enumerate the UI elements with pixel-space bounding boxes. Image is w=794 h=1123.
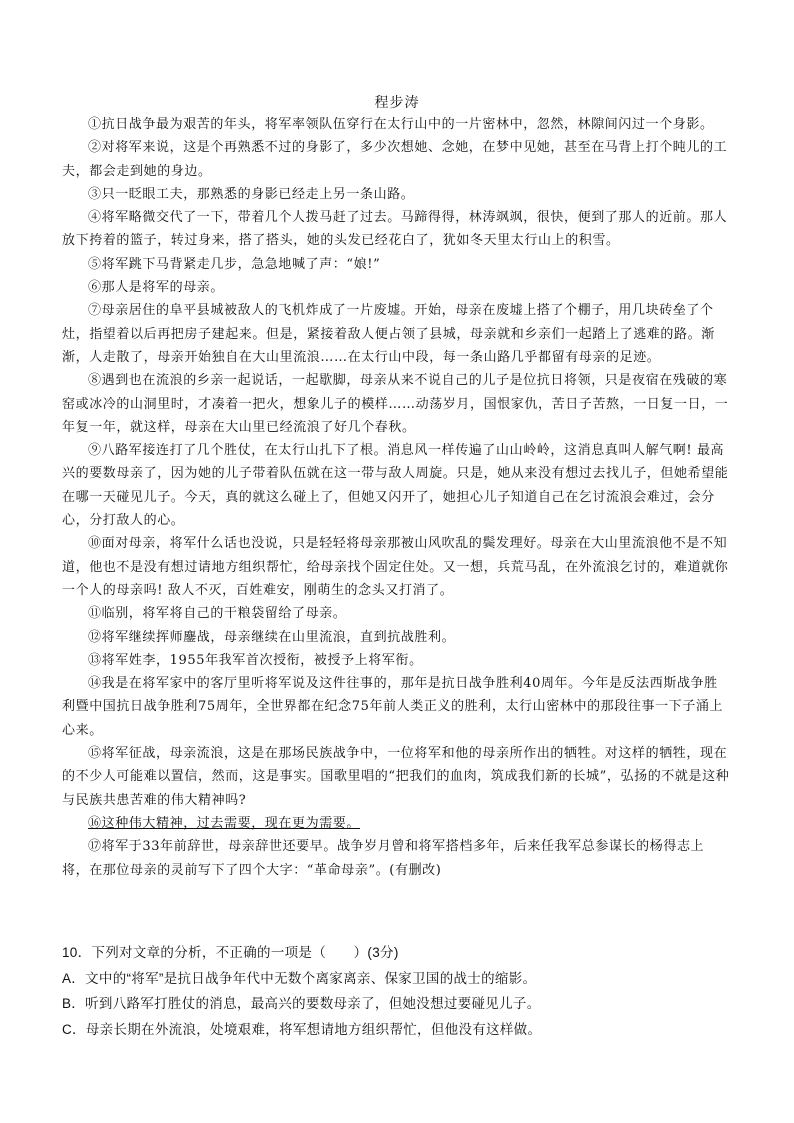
paragraph-4: ④将军略微交代了一下，带着几个人拨马赶了过去。马蹄得得，林涛飒飒，很快，便到了那人的近前。那人放下挎着的篮子，转过身来，搭了搭头，她的头发已经花白了，犹如冬天里太行山上的积雪。 <box>62 210 728 249</box>
paragraph-13: ⑬将军姓李，1955年我军首次授衔，被授予上将军衔。 <box>88 652 423 668</box>
question-stem: 10．下列对文章的分析，不正确的一项是（ ）(3分) <box>62 945 399 960</box>
underlined-sentence: ⑯这种伟大精神，过去需要，现在更为需要。 <box>88 815 361 831</box>
paragraph-2: ②对将军来说，这是个再熟悉不过的身影了，多少次想她、念她，在梦中见她，甚至在马背上打个盹儿的工夫，都会走到她的身边。 <box>62 140 728 179</box>
option-b: B．听到八路军打胜仗的消息，最高兴的要数母亲了，但她没想过要碰见儿子。 <box>62 996 541 1011</box>
option-a: A．文中的“将军”是抗日战争年代中无数个离家离亲、保家卫国的战士的缩影。 <box>62 970 537 986</box>
paragraph-12: ⑫将军继续挥师鏖战，母亲继续在山里流浪，直到抗战胜利。 <box>88 629 456 645</box>
paragraph-3: ③只一眨眼工夫，那熟悉的身影已经走上另一条山路。 <box>88 186 415 202</box>
paragraph-10: ⑩面对母亲，将军什么话也没说，只是轻轻将母亲那被山风吹乱的鬓发理好。母亲在大山里流浪他不是不知道，他也不是没有想过请地方组织帮忙，给母亲找个固定住处。又一想，兵荒马乱，在外流浪乞讨的，难道就你一个人的母亲吗! 敌人不灭，百姓难安，刚萌生的念头又打消了。 <box>62 536 729 598</box>
paragraph-5: ⑤将军跳下马背紧走几步，急急地喊了声：“娘!” <box>88 256 381 272</box>
paragraph-15: ⑮将军征战，母亲流浪，这是在那场民族战争中，一位将军和他的母亲所作出的牺牲。对这样的牺牲，现在的不少人可能难以置信，然而，这是事实。国歌里唱的“把我们的血肉，筑成我们新的长城”，弘扬的不就是这种与民族共患苦难的伟大精神吗? <box>62 746 730 808</box>
paragraph-17: ⑰将军于33年前辞世，母亲辞世还要早。战争岁月曾和将军搭档多年，后来任我军总参谋长的杨得志上将，在那位母亲的灵前写下了四个大字：“革命母亲”。(有删改) <box>62 839 705 878</box>
paragraph-9: ⑨八路军接连打了几个胜仗，在太行山扎下了根。消息风一样传遍了山山岭岭，这消息真叫人解气啊! 最高兴的要数母亲了，因为她的儿子带着队伍就在这一带与敌人周旋。只是，她从来没有想过去找儿子，但她希望能在哪一天碰见儿子。今天，真的就这么碰上了，但她又闪开了，她担心儿子知道自己在乞讨流浪会难过，会分心，分打敌人的心。 <box>62 443 729 529</box>
paragraph-7: ⑦母亲居住的阜平县城被敌人的飞机炸成了一片废墟。开始，母亲在废墟上搭了个棚子，用几块砖垒了个灶，指望着以后再把房子建起来。但是，紧接着敌人便占领了县城，母亲就和乡亲们一起踏上了逃难的路。渐渐，人走散了，母亲开始独自在大山里流浪……在太行山中段，每一条山路几乎都留有母亲的足迹。 <box>62 303 715 365</box>
paragraph-8: ⑧遇到也在流浪的乡亲一起说话，一起歇脚，母亲从来不说自己的儿子是位抗日将领，只是夜宿在残破的寒窑或冰冷的山洞里时，才凑着一把火，想象儿子的模样……动荡岁月，国恨家仇，苦日子苦熬，一日复一日，一年复一年，就这样，母亲在大山里已经流浪了好几个春秋。 <box>62 373 729 435</box>
paragraph-1: ①抗日战争最为艰苦的年头，将军率领队伍穿行在太行山中的一片密林中，忽然，林隙间闪过一个身影。 <box>88 117 714 132</box>
option-c: C．母亲长期在外流浪，处境艰难，将军想请地方组织帮忙，但他没有这样做。 <box>62 1021 542 1037</box>
paragraph-16 <box>62 812 730 835</box>
article-author: 程步涛 <box>374 95 420 111</box>
paragraph-11: ⑪临别，将军将自己的干粮袋留给了母亲。 <box>88 606 347 622</box>
paragraph-6: ⑥那人是将军的母亲。 <box>88 280 225 296</box>
paragraph-14: ⑭我是在将军家中的客厅里听将军说及这件往事的，那年是抗日战争胜利40周年。今年是反法西斯战争胜利暨中国抗日战争胜利75周年，全世界都在纪念75年前人类正义的胜利，太行山密林中的那段往事一下子涌上心来。 <box>62 676 724 738</box>
article-body <box>62 113 730 882</box>
question-10 <box>62 940 742 1042</box>
